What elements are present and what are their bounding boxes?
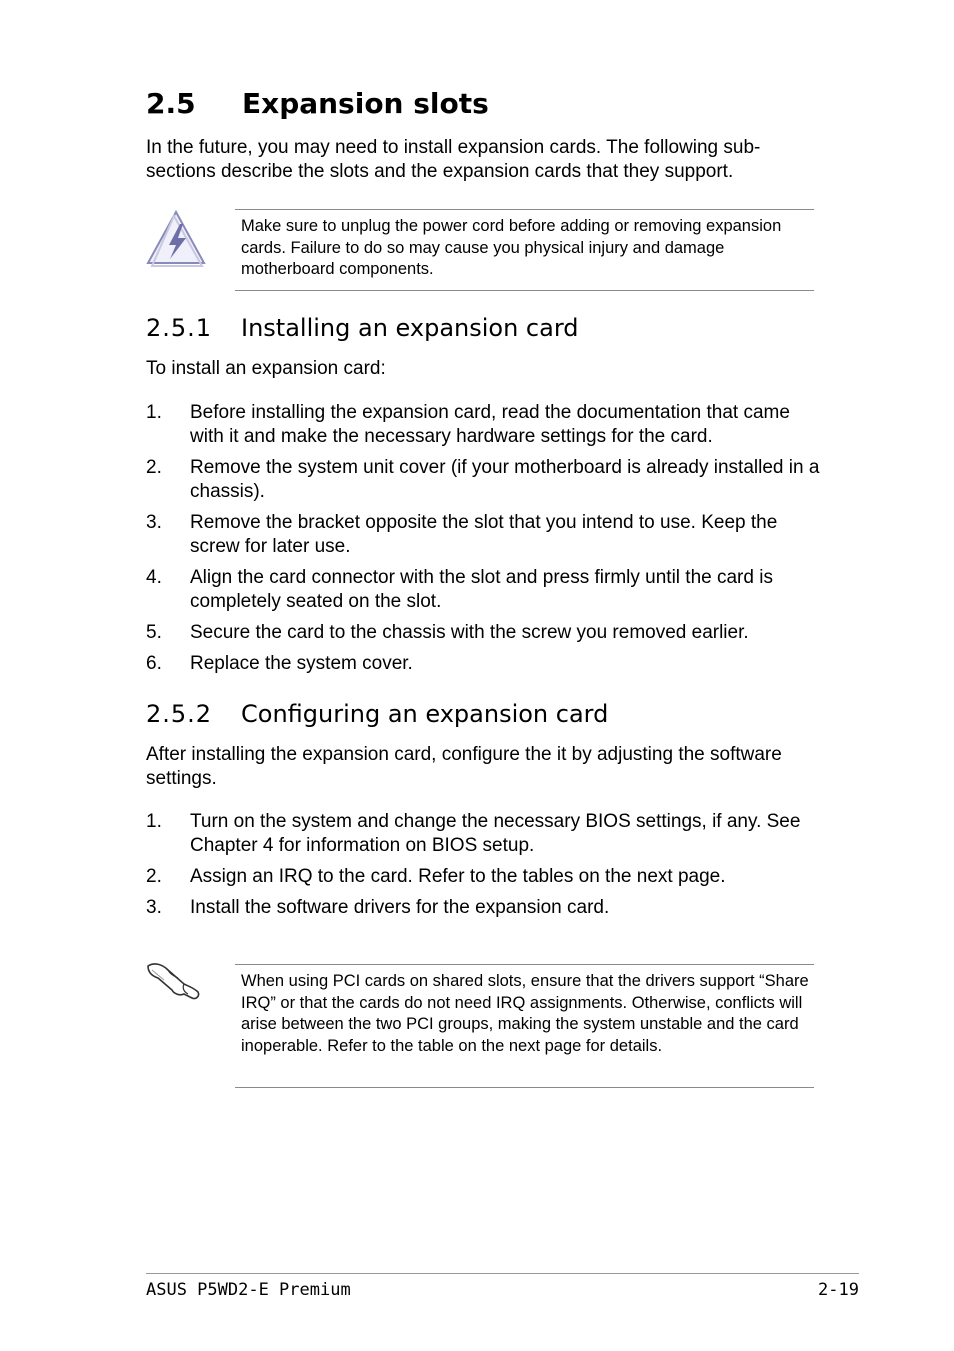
configure-steps bbox=[146, 810, 826, 927]
section-number: 2.5 bbox=[146, 87, 196, 120]
list-item: 1. Turn on the system and change the necessary BIOS settings, if any. See Chapter 4 for information on BIOS setup. bbox=[146, 811, 801, 856]
note-box bbox=[235, 964, 814, 1088]
section-heading bbox=[146, 84, 489, 124]
subsection-number: 2.5.1 bbox=[146, 314, 213, 342]
list-item: 1. Before installing the expansion card, read the documentation that came with it and make the necessary hardware settings for the card. bbox=[146, 402, 790, 447]
note-hand-icon bbox=[144, 958, 204, 1007]
list-item: 5. Secure the card to the chassis with the screw you removed earlier. bbox=[146, 622, 749, 643]
configure-intro: After installing the expansion card, configure the it by adjusting the software settings. bbox=[146, 744, 782, 789]
list-item: 3. Remove the bracket opposite the slot that you intend to use. Keep the screw for later use. bbox=[146, 512, 778, 557]
section-title: Expansion slots bbox=[242, 87, 489, 120]
list-item: 4. Align the card connector with the slot and press firmly until the card is completely seated on the slot. bbox=[146, 567, 773, 612]
list-item: 2. Assign an IRQ to the card. Refer to the tables on the next page. bbox=[146, 866, 726, 887]
section-intro: In the future, you may need to install expansion cards. The following sub-sections describe the slots and the expansion cards that they support. bbox=[146, 137, 761, 182]
subsection-title: Installing an expansion card bbox=[241, 314, 579, 342]
warning-triangle-icon bbox=[144, 208, 208, 273]
warning-text: Make sure to unplug the power cord before adding or removing expansion cards. Failure to do so may cause you physical injury and damage motherboard components. bbox=[241, 217, 782, 278]
warning-box bbox=[235, 209, 814, 291]
footer-divider bbox=[146, 1273, 859, 1274]
footer-page-number: 2-19 bbox=[818, 1280, 859, 1300]
install-intro: To install an expansion card: bbox=[146, 358, 386, 379]
list-item: 2. Remove the system unit cover (if your motherboard is already installed in a chassis). bbox=[146, 457, 820, 502]
list-item: 6. Replace the system cover. bbox=[146, 653, 413, 674]
footer-product: ASUS P5WD2-E Premium bbox=[146, 1280, 351, 1300]
subsection-title: Configuring an expansion card bbox=[241, 700, 609, 728]
install-steps bbox=[146, 401, 826, 683]
subsection-heading-configure bbox=[146, 699, 608, 729]
note-text: When using PCI cards on shared slots, ensure that the drivers support “Share IRQ” or that the cards do not need IRQ assignments. Otherwise, conflicts will arise between the two PCI groups, making the system unstable and the card inoperable. Refer to the table on the next page for details. bbox=[241, 972, 809, 1055]
subsection-heading-install bbox=[146, 313, 579, 343]
list-item: 3. Install the software drivers for the expansion card. bbox=[146, 897, 610, 918]
subsection-number: 2.5.2 bbox=[146, 700, 213, 728]
